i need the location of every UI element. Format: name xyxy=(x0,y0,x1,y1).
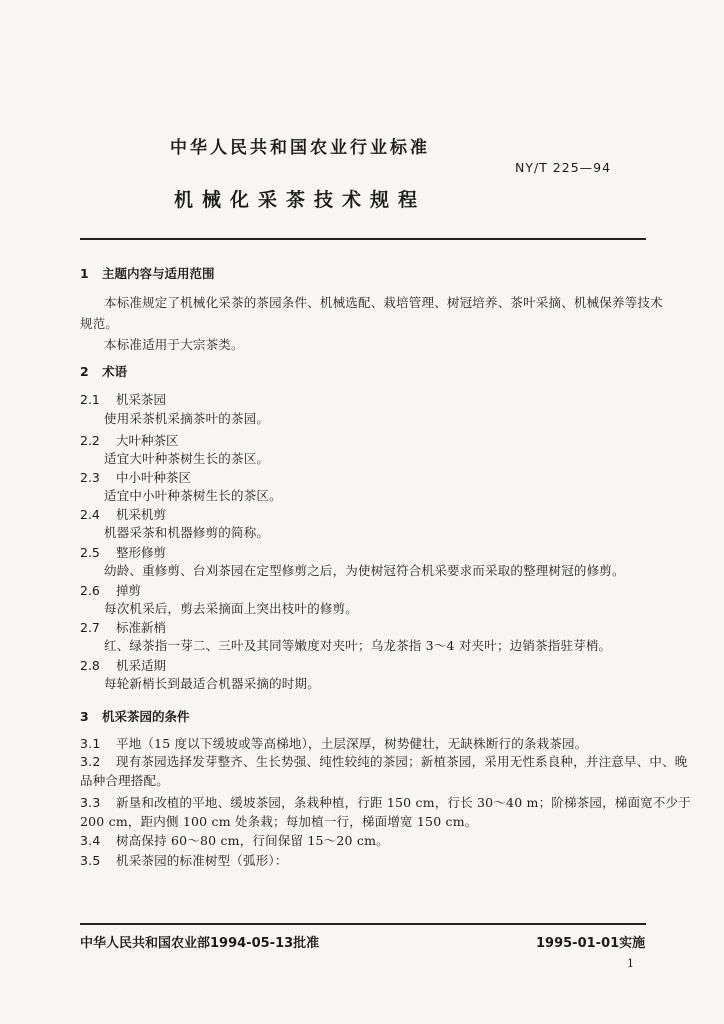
term-definition: 适宜中小叶种茶树生长的茶区。 xyxy=(104,488,282,503)
section-1-paragraph-1: 本标准规定了机械化采茶的茶园条件、机械选配、栽培管理、树冠培养、茶叶采摘、机械保养等技术 xyxy=(104,295,663,310)
standard-code: NY/T 225—94 xyxy=(515,160,612,175)
footer-rule xyxy=(80,923,646,925)
clause-text: 机采茶园的标准树型（弧形）： xyxy=(116,853,288,868)
section-number: 3 xyxy=(80,709,89,724)
term-definition: 机器采茶和机器修剪的简称。 xyxy=(104,525,270,540)
section-2-heading xyxy=(80,362,127,380)
clause-3-4 xyxy=(80,831,389,849)
clause-3-2-cont: 品种合理搭配。 xyxy=(80,773,169,788)
clause-3-2 xyxy=(80,752,688,770)
clause-text: 现有茶园选择发芽整齐、生长势强、纯性较纯的茶园；新植茶园，采用无性系良种，并注意早、中、晚 xyxy=(116,754,688,769)
term-2-3 xyxy=(80,467,191,486)
clause-3-1 xyxy=(80,734,587,752)
term-number: 2.8 xyxy=(80,658,100,673)
section-1-heading xyxy=(80,264,215,282)
clause-text: 树高保持 60～80 cm，行间保留 15～20 cm。 xyxy=(116,833,389,848)
term-label: 大叶种茶区 xyxy=(116,433,179,448)
clause-number: 3.3 xyxy=(80,795,101,810)
section-title: 术语 xyxy=(102,364,128,379)
term-2-1 xyxy=(80,389,166,408)
section-1-paragraph-1-cont: 规范。 xyxy=(80,316,119,331)
clause-number: 3.4 xyxy=(80,833,101,848)
term-number: 2.5 xyxy=(80,545,100,560)
term-label: 标准新梢 xyxy=(116,620,167,635)
clause-number: 3.5 xyxy=(80,853,101,868)
header-rule xyxy=(80,238,646,240)
section-title: 机采茶园的条件 xyxy=(102,709,190,724)
clause-3-3-cont: 200 cm，距内侧 100 cm 处条栽；每加植一行，梯面增宽 150 cm。 xyxy=(80,814,478,829)
term-number: 2.7 xyxy=(80,620,100,635)
term-2-4 xyxy=(80,504,166,523)
term-number: 2.4 xyxy=(80,507,100,522)
term-2-5 xyxy=(80,542,166,561)
term-number: 2.3 xyxy=(80,470,100,485)
standard-category-title: 中华人民共和国农业行业标准 xyxy=(170,138,430,158)
term-label: 机采适期 xyxy=(116,658,167,673)
term-2-2 xyxy=(80,430,179,449)
term-definition: 每轮新梢长到最适合机器采摘的时期。 xyxy=(104,676,320,691)
term-definition: 适宜大叶种茶树生长的茶区。 xyxy=(104,451,270,466)
term-number: 2.1 xyxy=(80,392,100,407)
term-label: 机采机剪 xyxy=(116,507,167,522)
document-title: 机械化采茶技术规程 xyxy=(173,189,426,211)
section-number: 2 xyxy=(80,364,89,379)
clause-text: 新垦和改植的平地、缓坡茶园，条栽种植，行距 150 cm，行长 30～40 m；阶梯茶园，梯面宽不少于 xyxy=(116,795,691,810)
clause-text: 平地（15 度以下缓坡或等高梯地），土层深厚，树势健壮，无缺株断行的条栽茶园。 xyxy=(116,736,588,751)
term-definition: 幼龄、重修剪、台刈茶园在定型修剪之后，为使树冠符合机采要求而采取的整理树冠的修剪。 xyxy=(104,563,625,578)
page-number: 1 xyxy=(627,957,634,970)
term-2-6 xyxy=(80,580,141,599)
term-definition: 每次机采后，剪去采摘面上突出枝叶的修剪。 xyxy=(104,601,359,616)
term-label: 掸剪 xyxy=(116,583,142,598)
term-definition: 红、绿茶指一芽二、三叶及其同等嫩度对夹叶；乌龙茶指 3～4 对夹叶；边销茶指驻芽梢。 xyxy=(104,638,612,653)
clause-3-3 xyxy=(80,793,691,811)
term-2-7 xyxy=(80,617,166,636)
clause-number: 3.1 xyxy=(80,736,101,751)
implementation-date: 1995-01-01实施 xyxy=(536,936,646,951)
term-definition: 使用采茶机采摘茶叶的茶园。 xyxy=(104,411,270,426)
clause-3-5 xyxy=(80,851,288,869)
approval-line: 中华人民共和国农业部1994-05-13批准 xyxy=(80,936,320,951)
term-label: 中小叶种茶区 xyxy=(116,470,192,485)
term-label: 整形修剪 xyxy=(116,545,167,560)
term-number: 2.2 xyxy=(80,433,100,448)
section-number: 1 xyxy=(80,266,89,281)
section-title: 主题内容与适用范围 xyxy=(102,266,215,281)
term-2-8 xyxy=(80,655,166,674)
section-1-paragraph-2: 本标准适用于大宗茶类。 xyxy=(104,337,244,352)
term-number: 2.6 xyxy=(80,583,100,598)
section-3-heading xyxy=(80,707,190,725)
term-label: 机采茶园 xyxy=(116,392,167,407)
clause-number: 3.2 xyxy=(80,754,101,769)
